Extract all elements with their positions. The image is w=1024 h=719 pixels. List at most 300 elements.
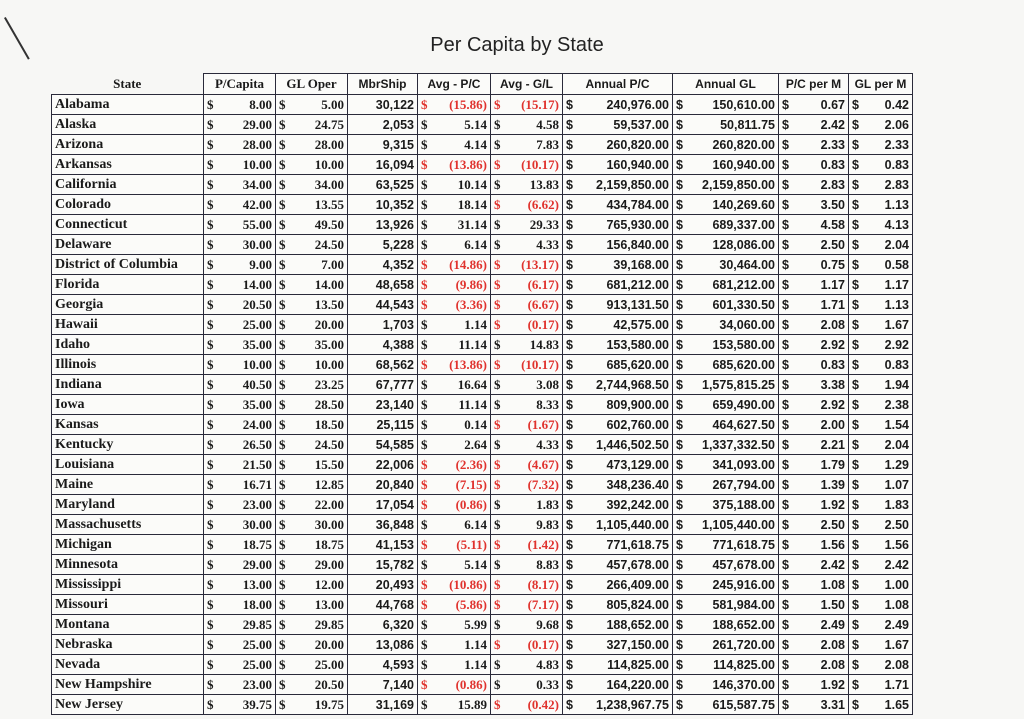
currency-symbol: $ <box>852 537 859 552</box>
cell-value: 1.67 <box>884 317 909 332</box>
pc-per-m-cell <box>779 495 849 515</box>
currency-symbol: $ <box>207 236 214 252</box>
cell-value: 1.39 <box>820 477 845 492</box>
cell-value: 1.29 <box>884 457 909 472</box>
cell-value: 29.85 <box>314 616 344 632</box>
gl-per-m-cell <box>849 595 913 615</box>
avg-gl-cell <box>491 335 563 355</box>
currency-symbol: $ <box>566 437 573 452</box>
cell-value: 14.83 <box>529 336 559 352</box>
state-name-cell: Mississippi <box>52 575 204 595</box>
cell-value: 765,930.00 <box>606 217 669 232</box>
avg-gl-cell <box>491 495 563 515</box>
currency-symbol: $ <box>782 537 789 552</box>
p-capita-cell <box>204 695 276 715</box>
currency-symbol: $ <box>207 336 214 352</box>
annual-gl-cell <box>673 395 779 415</box>
cell-value: 2.08 <box>820 657 845 672</box>
cell-value: (15.17) <box>521 96 559 112</box>
state-name-cell: Massachusetts <box>52 515 204 535</box>
currency-symbol: $ <box>279 696 286 712</box>
cell-value: (0.86) <box>455 676 487 692</box>
pc-per-m-cell <box>779 95 849 115</box>
annual-gl-cell <box>673 435 779 455</box>
currency-symbol: $ <box>676 597 683 612</box>
currency-symbol: $ <box>279 256 286 272</box>
gl-per-m-cell <box>849 175 913 195</box>
currency-symbol: $ <box>421 236 428 252</box>
gl-oper-cell <box>276 535 348 555</box>
cell-value: 1.17 <box>884 277 909 292</box>
currency-symbol: $ <box>207 436 214 452</box>
cell-value: 68,562 <box>375 357 414 372</box>
gl-oper-cell <box>276 335 348 355</box>
currency-symbol: $ <box>421 276 428 292</box>
cell-value: (15.86) <box>449 96 487 112</box>
cell-value: (6.17) <box>527 276 559 292</box>
avg-gl-cell <box>491 695 563 715</box>
table-row <box>52 635 913 655</box>
currency-symbol: $ <box>852 657 859 672</box>
currency-symbol: $ <box>566 457 573 472</box>
currency-symbol: $ <box>207 476 214 492</box>
cell-value: 2.42 <box>820 117 845 132</box>
cell-value: 128,086.00 <box>712 237 775 252</box>
cell-value: 375,188.00 <box>712 497 775 512</box>
cell-value: 14.00 <box>314 276 344 292</box>
currency-symbol: $ <box>676 137 683 152</box>
table-row <box>52 675 913 695</box>
currency-symbol: $ <box>566 217 573 232</box>
pc-per-m-cell <box>779 535 849 555</box>
currency-symbol: $ <box>207 676 214 692</box>
cell-value: 689,337.00 <box>712 217 775 232</box>
gl-oper-cell <box>276 395 348 415</box>
avg-gl-cell <box>491 595 563 615</box>
p-capita-cell <box>204 315 276 335</box>
mbrship-cell <box>348 475 418 495</box>
currency-symbol: $ <box>207 456 214 472</box>
annual-gl-cell <box>673 515 779 535</box>
cell-value: (7.17) <box>527 596 559 612</box>
currency-symbol: $ <box>421 336 428 352</box>
cell-value: (0.42) <box>527 696 559 712</box>
cell-value: 7,140 <box>382 677 414 692</box>
gl-per-m-cell <box>849 315 913 335</box>
annual-gl-cell <box>673 215 779 235</box>
page-title: Per Capita by State <box>430 34 604 56</box>
annual-pc-cell <box>563 175 673 195</box>
annual-pc-cell <box>563 415 673 435</box>
cell-value: 2.92 <box>820 337 845 352</box>
gl-per-m-cell <box>849 395 913 415</box>
cell-value: 153,580.00 <box>606 337 669 352</box>
avg-gl-cell <box>491 615 563 635</box>
currency-symbol: $ <box>852 197 859 212</box>
currency-symbol: $ <box>676 157 683 172</box>
cell-value: (13.17) <box>521 256 559 272</box>
currency-symbol: $ <box>566 657 573 672</box>
currency-symbol: $ <box>494 396 501 412</box>
avg-pc-cell <box>418 575 491 595</box>
cell-value: 0.67 <box>820 97 845 112</box>
p-capita-cell <box>204 495 276 515</box>
currency-symbol: $ <box>566 357 573 372</box>
gl-per-m-cell <box>849 275 913 295</box>
currency-symbol: $ <box>421 536 428 552</box>
currency-symbol: $ <box>852 277 859 292</box>
cell-value: (7.32) <box>527 476 559 492</box>
currency-symbol: $ <box>494 576 501 592</box>
cell-value: 31,169 <box>375 697 414 712</box>
avg-gl-cell <box>491 315 563 335</box>
cell-value: 18.00 <box>242 596 272 612</box>
annual-pc-cell <box>563 215 673 235</box>
state-name-cell: Indiana <box>52 375 204 395</box>
cell-value: 42.00 <box>242 196 272 212</box>
currency-symbol: $ <box>676 477 683 492</box>
table-row <box>52 95 913 115</box>
currency-symbol: $ <box>494 476 501 492</box>
cell-value: (7.15) <box>455 476 487 492</box>
cell-value: 15,782 <box>375 557 414 572</box>
cell-value: 4.58 <box>536 116 559 132</box>
cell-value: 31.14 <box>457 216 487 232</box>
cell-value: 49.50 <box>314 216 344 232</box>
annual-pc-cell <box>563 575 673 595</box>
avg-pc-cell <box>418 595 491 615</box>
cell-value: 1.94 <box>884 377 909 392</box>
gl-per-m-cell <box>849 115 913 135</box>
cell-value: 41,153 <box>375 537 414 552</box>
cell-value: 3.08 <box>536 376 559 392</box>
avg-gl-cell <box>491 195 563 215</box>
cell-value: 8.00 <box>249 96 272 112</box>
cell-value: 1.65 <box>884 697 909 712</box>
currency-symbol: $ <box>676 657 683 672</box>
cell-value: 464,627.50 <box>712 417 775 432</box>
cell-value: 28.00 <box>314 136 344 152</box>
cell-value: (1.42) <box>527 536 559 552</box>
pc-per-m-cell <box>779 355 849 375</box>
cell-value: 150,610.00 <box>712 97 775 112</box>
gl-per-m-cell <box>849 215 913 235</box>
cell-value: 771,618.75 <box>712 537 775 552</box>
column-header-avg-pc: Avg - P/C <box>418 74 491 95</box>
avg-pc-cell <box>418 415 491 435</box>
annual-pc-cell <box>563 135 673 155</box>
cell-value: 348,236.40 <box>606 477 669 492</box>
cell-value: 34.00 <box>314 176 344 192</box>
currency-symbol: $ <box>494 116 501 132</box>
cell-value: 42,575.00 <box>613 317 669 332</box>
currency-symbol: $ <box>566 517 573 532</box>
cell-value: 1.00 <box>884 577 909 592</box>
cell-value: 2.08 <box>884 657 909 672</box>
annual-gl-cell <box>673 315 779 335</box>
cell-value: 2,159,850.00 <box>702 177 775 192</box>
cell-value: 28.50 <box>314 396 344 412</box>
currency-symbol: $ <box>782 357 789 372</box>
cell-value: 0.58 <box>884 257 909 272</box>
cell-value: 261,720.00 <box>712 637 775 652</box>
cell-value: 4.13 <box>884 217 909 232</box>
currency-symbol: $ <box>782 377 789 392</box>
p-capita-cell <box>204 115 276 135</box>
cell-value: 18.75 <box>242 536 272 552</box>
cell-value: 0.33 <box>536 676 559 692</box>
currency-symbol: $ <box>566 317 573 332</box>
cell-value: 0.75 <box>820 257 845 272</box>
cell-value: 3.38 <box>820 377 845 392</box>
cell-value: 809,900.00 <box>606 397 669 412</box>
gl-per-m-cell <box>849 695 913 715</box>
currency-symbol: $ <box>279 536 286 552</box>
currency-symbol: $ <box>566 377 573 392</box>
avg-gl-cell <box>491 395 563 415</box>
cell-value: 13.00 <box>242 576 272 592</box>
mbrship-cell <box>348 375 418 395</box>
currency-symbol: $ <box>782 297 789 312</box>
currency-symbol: $ <box>279 316 286 332</box>
annual-pc-cell <box>563 455 673 475</box>
gl-oper-cell <box>276 255 348 275</box>
cell-value: 615,587.75 <box>712 697 775 712</box>
annual-pc-cell <box>563 655 673 675</box>
currency-symbol: $ <box>421 376 428 392</box>
currency-symbol: $ <box>566 137 573 152</box>
gl-oper-cell <box>276 95 348 115</box>
table-row <box>52 215 913 235</box>
currency-symbol: $ <box>852 637 859 652</box>
annual-gl-cell <box>673 535 779 555</box>
gl-per-m-cell <box>849 235 913 255</box>
cell-value: 2.42 <box>820 557 845 572</box>
annual-pc-cell <box>563 555 673 575</box>
currency-symbol: $ <box>421 136 428 152</box>
gl-oper-cell <box>276 195 348 215</box>
currency-symbol: $ <box>566 557 573 572</box>
avg-gl-cell <box>491 215 563 235</box>
annual-gl-cell <box>673 135 779 155</box>
gl-oper-cell <box>276 515 348 535</box>
cell-value: 1,575,815.25 <box>702 377 775 392</box>
currency-symbol: $ <box>279 636 286 652</box>
gl-per-m-cell <box>849 615 913 635</box>
currency-symbol: $ <box>782 637 789 652</box>
avg-gl-cell <box>491 455 563 475</box>
currency-symbol: $ <box>852 217 859 232</box>
currency-symbol: $ <box>279 576 286 592</box>
mbrship-cell <box>348 255 418 275</box>
avg-gl-cell <box>491 675 563 695</box>
cell-value: 35.00 <box>314 336 344 352</box>
pc-per-m-cell <box>779 635 849 655</box>
cell-value: 1.83 <box>536 496 559 512</box>
currency-symbol: $ <box>421 456 428 472</box>
cell-value: (0.86) <box>455 496 487 512</box>
mbrship-cell <box>348 395 418 415</box>
p-capita-cell <box>204 175 276 195</box>
p-capita-cell <box>204 295 276 315</box>
state-name-cell: Kansas <box>52 415 204 435</box>
currency-symbol: $ <box>279 516 286 532</box>
currency-symbol: $ <box>566 677 573 692</box>
cell-value: 140,269.60 <box>712 197 775 212</box>
cell-value: 13,086 <box>375 637 414 652</box>
cell-value: 1,446,502.50 <box>596 437 669 452</box>
currency-symbol: $ <box>494 216 501 232</box>
p-capita-cell <box>204 575 276 595</box>
gl-oper-cell <box>276 435 348 455</box>
annual-gl-cell <box>673 655 779 675</box>
avg-gl-cell <box>491 435 563 455</box>
currency-symbol: $ <box>207 636 214 652</box>
currency-symbol: $ <box>494 436 501 452</box>
cell-value: 3.31 <box>820 697 845 712</box>
avg-gl-cell <box>491 655 563 675</box>
currency-symbol: $ <box>852 377 859 392</box>
cell-value: 1.08 <box>884 597 909 612</box>
avg-gl-cell <box>491 575 563 595</box>
cell-value: 24.50 <box>314 236 344 252</box>
currency-symbol: $ <box>494 136 501 152</box>
cell-value: 17,054 <box>375 497 414 512</box>
currency-symbol: $ <box>852 417 859 432</box>
currency-symbol: $ <box>676 277 683 292</box>
currency-symbol: $ <box>421 176 428 192</box>
annual-gl-cell <box>673 255 779 275</box>
currency-symbol: $ <box>782 417 789 432</box>
currency-symbol: $ <box>421 516 428 532</box>
cell-value: 12.85 <box>314 476 344 492</box>
gl-oper-cell <box>276 695 348 715</box>
currency-symbol: $ <box>782 117 789 132</box>
cell-value: 2.04 <box>884 237 909 252</box>
currency-symbol: $ <box>279 476 286 492</box>
gl-per-m-cell <box>849 135 913 155</box>
cell-value: 2,159,850.00 <box>596 177 669 192</box>
gl-per-m-cell <box>849 155 913 175</box>
cell-value: 10.14 <box>457 176 487 192</box>
currency-symbol: $ <box>207 416 214 432</box>
annual-gl-cell <box>673 195 779 215</box>
currency-symbol: $ <box>852 337 859 352</box>
gl-oper-cell <box>276 375 348 395</box>
cell-value: 1.13 <box>884 197 909 212</box>
currency-symbol: $ <box>279 656 286 672</box>
cell-value: 2.92 <box>820 397 845 412</box>
cell-value: 1.92 <box>820 677 845 692</box>
state-name-cell: Nevada <box>52 655 204 675</box>
p-capita-cell <box>204 155 276 175</box>
currency-symbol: $ <box>676 677 683 692</box>
state-name-cell: Maine <box>52 475 204 495</box>
currency-symbol: $ <box>494 376 501 392</box>
annual-gl-cell <box>673 235 779 255</box>
cell-value: 805,824.00 <box>606 597 669 612</box>
currency-symbol: $ <box>207 136 214 152</box>
currency-symbol: $ <box>494 296 501 312</box>
annual-gl-cell <box>673 275 779 295</box>
p-capita-cell <box>204 195 276 215</box>
annual-pc-cell <box>563 675 673 695</box>
mbrship-cell <box>348 495 418 515</box>
currency-symbol: $ <box>494 556 501 572</box>
currency-symbol: $ <box>852 497 859 512</box>
currency-symbol: $ <box>676 337 683 352</box>
gl-per-m-cell <box>849 335 913 355</box>
cell-value: 15.50 <box>314 456 344 472</box>
avg-gl-cell <box>491 95 563 115</box>
cell-value: 8.33 <box>536 396 559 412</box>
cell-value: 2.06 <box>884 117 909 132</box>
avg-pc-cell <box>418 135 491 155</box>
currency-symbol: $ <box>421 216 428 232</box>
mbrship-cell <box>348 655 418 675</box>
cell-value: 28.00 <box>242 136 272 152</box>
gl-oper-cell <box>276 415 348 435</box>
table-row <box>52 255 913 275</box>
p-capita-cell <box>204 435 276 455</box>
currency-symbol: $ <box>676 637 683 652</box>
currency-symbol: $ <box>421 616 428 632</box>
cell-value: 11.14 <box>458 336 487 352</box>
p-capita-cell <box>204 215 276 235</box>
mbrship-cell <box>348 335 418 355</box>
currency-symbol: $ <box>421 356 428 372</box>
pc-per-m-cell <box>779 375 849 395</box>
currency-symbol: $ <box>207 256 214 272</box>
cell-value: 913,131.50 <box>606 297 669 312</box>
currency-symbol: $ <box>421 116 428 132</box>
currency-symbol: $ <box>494 596 501 612</box>
cell-value: 188,652.00 <box>606 617 669 632</box>
table-row <box>52 275 913 295</box>
currency-symbol: $ <box>279 616 286 632</box>
annual-pc-cell <box>563 155 673 175</box>
currency-symbol: $ <box>279 336 286 352</box>
currency-symbol: $ <box>494 96 501 112</box>
currency-symbol: $ <box>279 276 286 292</box>
gl-per-m-cell <box>849 555 913 575</box>
gl-per-m-cell <box>849 455 913 475</box>
cell-value: 7.00 <box>321 256 344 272</box>
currency-symbol: $ <box>566 537 573 552</box>
cell-value: 29.85 <box>242 616 272 632</box>
currency-symbol: $ <box>852 117 859 132</box>
cell-value: 7.83 <box>536 136 559 152</box>
cell-value: 240,976.00 <box>606 97 669 112</box>
table-row <box>52 455 913 475</box>
mbrship-cell <box>348 615 418 635</box>
state-name-cell: Maryland <box>52 495 204 515</box>
cell-value: 10.00 <box>314 156 344 172</box>
currency-symbol: $ <box>676 317 683 332</box>
currency-symbol: $ <box>494 516 501 532</box>
cell-value: 681,212.00 <box>606 277 669 292</box>
currency-symbol: $ <box>676 377 683 392</box>
cell-value: 2.00 <box>820 417 845 432</box>
cell-value: (13.86) <box>449 356 487 372</box>
cell-value: 9.00 <box>249 256 272 272</box>
avg-gl-cell <box>491 175 563 195</box>
currency-symbol: $ <box>421 416 428 432</box>
table-row <box>52 595 913 615</box>
cell-value: 114,825.00 <box>607 657 669 672</box>
pc-per-m-cell <box>779 195 849 215</box>
cell-value: 35.00 <box>242 396 272 412</box>
